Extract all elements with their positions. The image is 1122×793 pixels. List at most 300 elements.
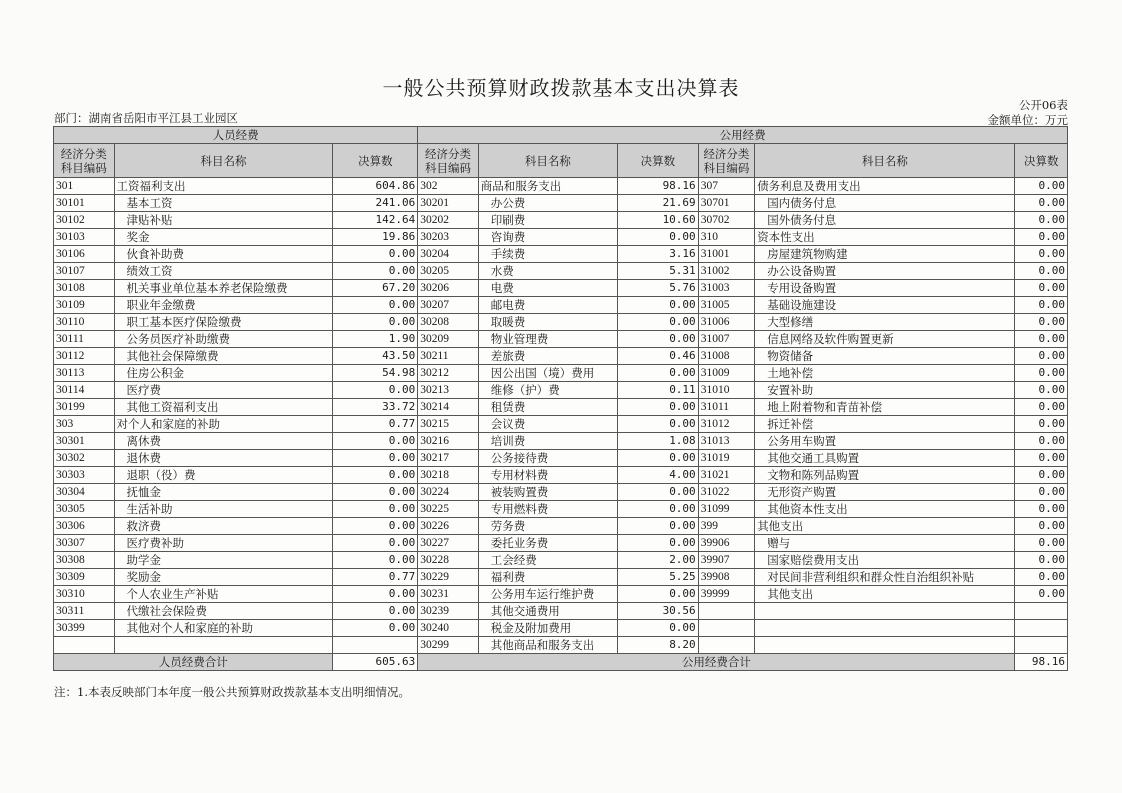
name-text: 水费: [490, 264, 514, 278]
table-row: [54, 365, 1068, 382]
code-cell: 30308: [54, 552, 115, 569]
table-row: [54, 229, 1068, 246]
name-cell: [755, 535, 1015, 552]
code-cell: 31012: [698, 416, 755, 433]
amount-cell: 0.00: [617, 586, 698, 603]
public-total-value: 98.16: [1015, 654, 1068, 671]
name-cell: [478, 586, 617, 603]
amount-cell: 5.25: [617, 569, 698, 586]
name-cell: [114, 280, 333, 297]
amount-cell: 0.00: [617, 399, 698, 416]
name-cell: [755, 246, 1015, 263]
table-row: [54, 620, 1068, 637]
code-cell: 30207: [418, 297, 479, 314]
name-text: 地上附着物和青苗补偿: [767, 400, 883, 414]
amount-cell: 0.00: [333, 433, 418, 450]
amount-cell: 0.00: [1015, 467, 1068, 484]
code-cell: 30203: [418, 229, 479, 246]
name-cell: [114, 365, 333, 382]
name-cell: [114, 603, 333, 620]
amount-cell: 0.00: [333, 450, 418, 467]
name-text: 其他商品和服务支出: [490, 638, 595, 652]
name-text: 公务接待费: [490, 451, 549, 465]
name-cell: [478, 178, 617, 195]
amount-cell: 43.50: [333, 348, 418, 365]
name-text: 职工基本医疗保险缴费: [126, 315, 242, 329]
amount-cell: 0.00: [333, 314, 418, 331]
code-cell: 30229: [418, 569, 479, 586]
name-text: 资本性支出: [757, 230, 815, 244]
name-text: 物业管理费: [490, 332, 549, 346]
amount-cell: 0.00: [617, 518, 698, 535]
table-row: [54, 416, 1068, 433]
code-cell: 30226: [418, 518, 479, 535]
amount-cell: 0.00: [1015, 297, 1068, 314]
code-cell: 39906: [698, 535, 755, 552]
name-cell: [755, 331, 1015, 348]
unit-label: 金额单位：万元: [987, 113, 1068, 127]
name-cell: [755, 637, 1015, 654]
name-cell: [114, 416, 333, 433]
name-cell: [755, 416, 1015, 433]
name-text: 医疗费: [126, 383, 162, 397]
name-text: 安置补助: [767, 383, 814, 397]
name-cell: [478, 399, 617, 416]
name-cell: [755, 178, 1015, 195]
name-text: 其他资本性支出: [767, 502, 848, 516]
code-cell: 30108: [54, 280, 115, 297]
name-text: 职业年金缴费: [126, 298, 196, 312]
amount-cell: 0.00: [617, 501, 698, 518]
name-cell: [755, 450, 1015, 467]
code-cell: 30218: [418, 467, 479, 484]
name-cell: [114, 314, 333, 331]
amount-cell: [333, 637, 418, 654]
code-cell: 30299: [418, 637, 479, 654]
name-text: 对个人和家庭的补助: [116, 417, 221, 431]
name-cell: [755, 229, 1015, 246]
code-cell: [698, 603, 755, 620]
code-cell: 30310: [54, 586, 115, 603]
name-cell: [478, 501, 617, 518]
amount-cell: 0.46: [617, 348, 698, 365]
code-cell: [54, 637, 115, 654]
name-cell: [755, 518, 1015, 535]
col-amount-2: 决算数: [617, 144, 698, 178]
code-cell: 301: [54, 178, 115, 195]
public-header: 公用经费: [418, 127, 1068, 144]
code-cell: 31019: [698, 450, 755, 467]
table-row: [54, 195, 1068, 212]
totals-row: [54, 654, 1068, 671]
amount-cell: 0.11: [617, 382, 698, 399]
amount-cell: 0.00: [1015, 178, 1068, 195]
footnote: 注：1.本表反映部门本年度一般公共预算财政拨款基本支出明细情况。: [54, 685, 410, 699]
name-cell: [478, 535, 617, 552]
code-cell: 30110: [54, 314, 115, 331]
amount-cell: 0.00: [617, 365, 698, 382]
table-row: [54, 382, 1068, 399]
name-text: 个人农业生产补贴: [126, 587, 219, 601]
name-cell: [478, 297, 617, 314]
code-cell: 310: [698, 229, 755, 246]
table-row: [54, 212, 1068, 229]
name-text: 代缴社会保险费: [126, 604, 208, 618]
name-text: 专用设备购置: [767, 281, 837, 295]
code-cell: 31008: [698, 348, 755, 365]
name-text: 其他对个人和家庭的补助: [126, 621, 254, 635]
name-text: 信息网络及软件购置更新: [767, 332, 894, 346]
name-text: 维修（护）费: [490, 383, 560, 397]
name-cell: [114, 399, 333, 416]
code-cell: 30303: [54, 467, 115, 484]
personnel-total-value: 605.63: [333, 654, 418, 671]
name-text: 离休费: [126, 434, 162, 448]
name-text: 因公出国（境）费用: [490, 366, 595, 380]
name-text: 咨询费: [490, 230, 526, 244]
amount-cell: 10.60: [617, 212, 698, 229]
name-cell: [478, 450, 617, 467]
name-text: 抚恤金: [126, 485, 162, 499]
amount-cell: 241.06: [333, 195, 418, 212]
name-text: 津贴补贴: [126, 213, 173, 227]
code-cell: 31002: [698, 263, 755, 280]
amount-cell: 5.76: [617, 280, 698, 297]
name-cell: [114, 246, 333, 263]
name-cell: [114, 501, 333, 518]
code-cell: 31005: [698, 297, 755, 314]
code-cell: 30103: [54, 229, 115, 246]
code-cell: 307: [698, 178, 755, 195]
name-cell: [755, 348, 1015, 365]
amount-cell: 0.00: [1015, 484, 1068, 501]
name-text: 大型修缮: [767, 315, 814, 329]
amount-cell: [1015, 620, 1068, 637]
name-text: 其他社会保障缴费: [126, 349, 219, 363]
name-text: 手续费: [490, 247, 526, 261]
amount-cell: 0.00: [1015, 348, 1068, 365]
table-row: [54, 297, 1068, 314]
name-cell: [114, 620, 333, 637]
code-cell: 30205: [418, 263, 479, 280]
name-text: 办公费: [490, 196, 526, 210]
amount-cell: 0.00: [333, 246, 418, 263]
code-cell: 30102: [54, 212, 115, 229]
col-name-2: 科目名称: [478, 144, 617, 178]
name-cell: [755, 467, 1015, 484]
amount-cell: 0.00: [617, 297, 698, 314]
amount-cell: 0.00: [1015, 552, 1068, 569]
amount-cell: 0.00: [1015, 263, 1068, 280]
name-cell: [114, 467, 333, 484]
name-text: 其他交通费用: [490, 604, 560, 618]
name-cell: [478, 382, 617, 399]
name-cell: [755, 280, 1015, 297]
name-text: 绩效工资: [126, 264, 173, 278]
name-text: 会议费: [490, 417, 526, 431]
amount-cell: 0.00: [1015, 586, 1068, 603]
name-text: 租赁费: [490, 400, 526, 414]
name-text: 基础设施建设: [767, 298, 837, 312]
code-cell: 31013: [698, 433, 755, 450]
table-row: [54, 280, 1068, 297]
name-cell: [114, 297, 333, 314]
amount-cell: 21.69: [617, 195, 698, 212]
amount-cell: 0.00: [333, 382, 418, 399]
code-cell: 30311: [54, 603, 115, 620]
table-row: [54, 399, 1068, 416]
name-text: 福利费: [490, 570, 526, 584]
code-cell: 31006: [698, 314, 755, 331]
name-text: 办公设备购置: [767, 264, 837, 278]
amount-cell: 0.00: [1015, 212, 1068, 229]
name-cell: [478, 637, 617, 654]
name-cell: [478, 552, 617, 569]
code-cell: 30211: [418, 348, 479, 365]
name-text: 税金及附加费用: [490, 621, 572, 635]
table-row: [54, 501, 1068, 518]
code-cell: 31003: [698, 280, 755, 297]
name-cell: [478, 433, 617, 450]
code-cell: 30216: [418, 433, 479, 450]
name-cell: [114, 212, 333, 229]
name-cell: [478, 484, 617, 501]
name-text: 电费: [490, 281, 514, 295]
name-cell: [755, 195, 1015, 212]
amount-cell: 2.00: [617, 552, 698, 569]
code-cell: [698, 620, 755, 637]
code-cell: 30301: [54, 433, 115, 450]
code-cell: 39999: [698, 586, 755, 603]
name-cell: [755, 501, 1015, 518]
code-cell: 30209: [418, 331, 479, 348]
name-text: 奖金: [126, 230, 150, 244]
name-text: 生活补助: [126, 502, 173, 516]
amount-cell: 0.00: [333, 518, 418, 535]
code-cell: 303: [54, 416, 115, 433]
name-text: 国外债务付息: [767, 213, 837, 227]
code-cell: 30113: [54, 365, 115, 382]
amount-cell: 0.00: [333, 263, 418, 280]
name-cell: [755, 297, 1015, 314]
code-cell: 30217: [418, 450, 479, 467]
name-text: 其他支出: [767, 587, 814, 601]
amount-cell: 4.00: [617, 467, 698, 484]
amount-cell: 142.64: [333, 212, 418, 229]
code-cell: 30213: [418, 382, 479, 399]
code-cell: 30107: [54, 263, 115, 280]
name-cell: [478, 365, 617, 382]
name-cell: [114, 450, 333, 467]
code-cell: 30224: [418, 484, 479, 501]
amount-cell: 0.00: [1015, 501, 1068, 518]
amount-cell: 33.72: [333, 399, 418, 416]
amount-cell: 0.00: [333, 467, 418, 484]
amount-cell: 1.08: [617, 433, 698, 450]
code-cell: 39907: [698, 552, 755, 569]
name-text: 退休费: [126, 451, 162, 465]
code-cell: 30305: [54, 501, 115, 518]
table-row: [54, 484, 1068, 501]
name-text: 工资福利支出: [116, 179, 186, 193]
name-text: 退职（役）费: [126, 468, 196, 482]
amount-cell: 0.00: [617, 535, 698, 552]
code-cell: 30202: [418, 212, 479, 229]
col-code-1: 经济分类科目编码: [54, 144, 115, 178]
amount-cell: 0.00: [1015, 246, 1068, 263]
table-row: [54, 178, 1068, 195]
amount-cell: 0.00: [617, 450, 698, 467]
table-row: [54, 433, 1068, 450]
name-cell: [114, 637, 333, 654]
code-cell: 30225: [418, 501, 479, 518]
name-text: 专用燃料费: [490, 502, 549, 516]
amount-cell: 19.86: [333, 229, 418, 246]
name-text: 差旅费: [490, 349, 526, 363]
name-text: 商品和服务支出: [480, 179, 562, 193]
amount-cell: 0.00: [333, 297, 418, 314]
personnel-total-label: 人员经费合计: [54, 654, 333, 671]
name-cell: [478, 620, 617, 637]
table-row: [54, 603, 1068, 620]
name-text: 专用材料费: [490, 468, 549, 482]
code-cell: 30204: [418, 246, 479, 263]
name-cell: [755, 399, 1015, 416]
name-cell: [114, 348, 333, 365]
amount-cell: 0.00: [617, 229, 698, 246]
name-text: 住房公积金: [126, 366, 185, 380]
name-cell: [755, 484, 1015, 501]
code-cell: 30101: [54, 195, 115, 212]
amount-cell: 0.00: [617, 314, 698, 331]
column-header-row: [54, 144, 1068, 178]
name-text: 国内债务付息: [767, 196, 837, 210]
amount-cell: 0.00: [1015, 416, 1068, 433]
code-cell: 30399: [54, 620, 115, 637]
name-cell: [755, 382, 1015, 399]
table-row: [54, 246, 1068, 263]
name-cell: [114, 552, 333, 569]
name-text: 被装购置费: [490, 485, 549, 499]
name-cell: [114, 263, 333, 280]
code-cell: 31010: [698, 382, 755, 399]
name-text: 基本工资: [126, 196, 173, 210]
name-text: 国家赔偿费用支出: [767, 553, 860, 567]
amount-cell: 0.00: [617, 484, 698, 501]
name-text: 委托业务费: [490, 536, 549, 550]
table-row: [54, 518, 1068, 535]
amount-cell: 0.00: [1015, 535, 1068, 552]
name-text: 其他工资福利支出: [126, 400, 219, 414]
code-cell: 30199: [54, 399, 115, 416]
name-text: 公务员医疗补助缴费: [126, 332, 231, 346]
code-cell: 31099: [698, 501, 755, 518]
amount-cell: 1.90: [333, 331, 418, 348]
name-text: 土地补偿: [767, 366, 814, 380]
code-cell: 302: [418, 178, 479, 195]
name-cell: [478, 331, 617, 348]
name-cell: [114, 178, 333, 195]
amount-cell: 604.86: [333, 178, 418, 195]
amount-cell: 0.00: [1015, 399, 1068, 416]
table-row: [54, 552, 1068, 569]
amount-cell: 0.00: [1015, 195, 1068, 212]
name-text: 助学金: [126, 553, 162, 567]
name-cell: [114, 586, 333, 603]
name-text: 培训费: [490, 434, 526, 448]
name-cell: [478, 348, 617, 365]
name-cell: [114, 569, 333, 586]
name-text: 救济费: [126, 519, 162, 533]
code-cell: 30111: [54, 331, 115, 348]
code-cell: 30212: [418, 365, 479, 382]
code-cell: 30240: [418, 620, 479, 637]
code-cell: 30227: [418, 535, 479, 552]
amount-cell: 98.16: [617, 178, 698, 195]
name-cell: [478, 314, 617, 331]
name-cell: [114, 382, 333, 399]
name-text: 机关事业单位基本养老保险缴费: [126, 281, 288, 295]
code-cell: 30106: [54, 246, 115, 263]
name-cell: [755, 620, 1015, 637]
public-total-label: 公用经费合计: [418, 654, 1015, 671]
amount-cell: 0.00: [1015, 433, 1068, 450]
name-text: 拆迁补偿: [767, 417, 814, 431]
name-text: 工会经费: [490, 553, 537, 567]
amount-cell: 0.00: [1015, 280, 1068, 297]
code-cell: 399: [698, 518, 755, 535]
name-cell: [478, 212, 617, 229]
department-label: 部门：湖南省岳阳市平江县工业园区: [54, 111, 238, 125]
name-text: 债务利息及费用支出: [757, 179, 861, 193]
name-text: 对民间非营利组织和群众性自治组织补贴: [767, 570, 975, 584]
amount-cell: 0.00: [1015, 518, 1068, 535]
amount-cell: 0.00: [1015, 331, 1068, 348]
table-row: [54, 467, 1068, 484]
name-cell: [478, 569, 617, 586]
name-cell: [755, 212, 1015, 229]
code-cell: 30114: [54, 382, 115, 399]
name-cell: [755, 569, 1015, 586]
name-text: 取暖费: [490, 315, 526, 329]
amount-cell: 0.00: [333, 484, 418, 501]
col-amount-1: 决算数: [333, 144, 418, 178]
name-cell: [755, 603, 1015, 620]
name-text: 奖励金: [126, 570, 162, 584]
amount-cell: 0.00: [1015, 382, 1068, 399]
name-text: 公务用车运行维护费: [490, 587, 595, 601]
name-cell: [478, 416, 617, 433]
amount-cell: 0.00: [333, 535, 418, 552]
amount-cell: 0.00: [617, 620, 698, 637]
name-cell: [114, 433, 333, 450]
amount-cell: 0.00: [333, 552, 418, 569]
col-name-3: 科目名称: [755, 144, 1015, 178]
amount-cell: 0.00: [617, 331, 698, 348]
name-cell: [755, 365, 1015, 382]
name-text: 物资储备: [767, 349, 814, 363]
name-cell: [755, 552, 1015, 569]
name-text: 医疗费补助: [126, 536, 185, 550]
name-cell: [114, 331, 333, 348]
name-text: 劳务费: [490, 519, 526, 533]
name-cell: [114, 195, 333, 212]
name-text: 伙食补助费: [126, 247, 185, 261]
code-cell: 30206: [418, 280, 479, 297]
amount-cell: [1015, 603, 1068, 620]
name-cell: [114, 518, 333, 535]
code-cell: 31011: [698, 399, 755, 416]
